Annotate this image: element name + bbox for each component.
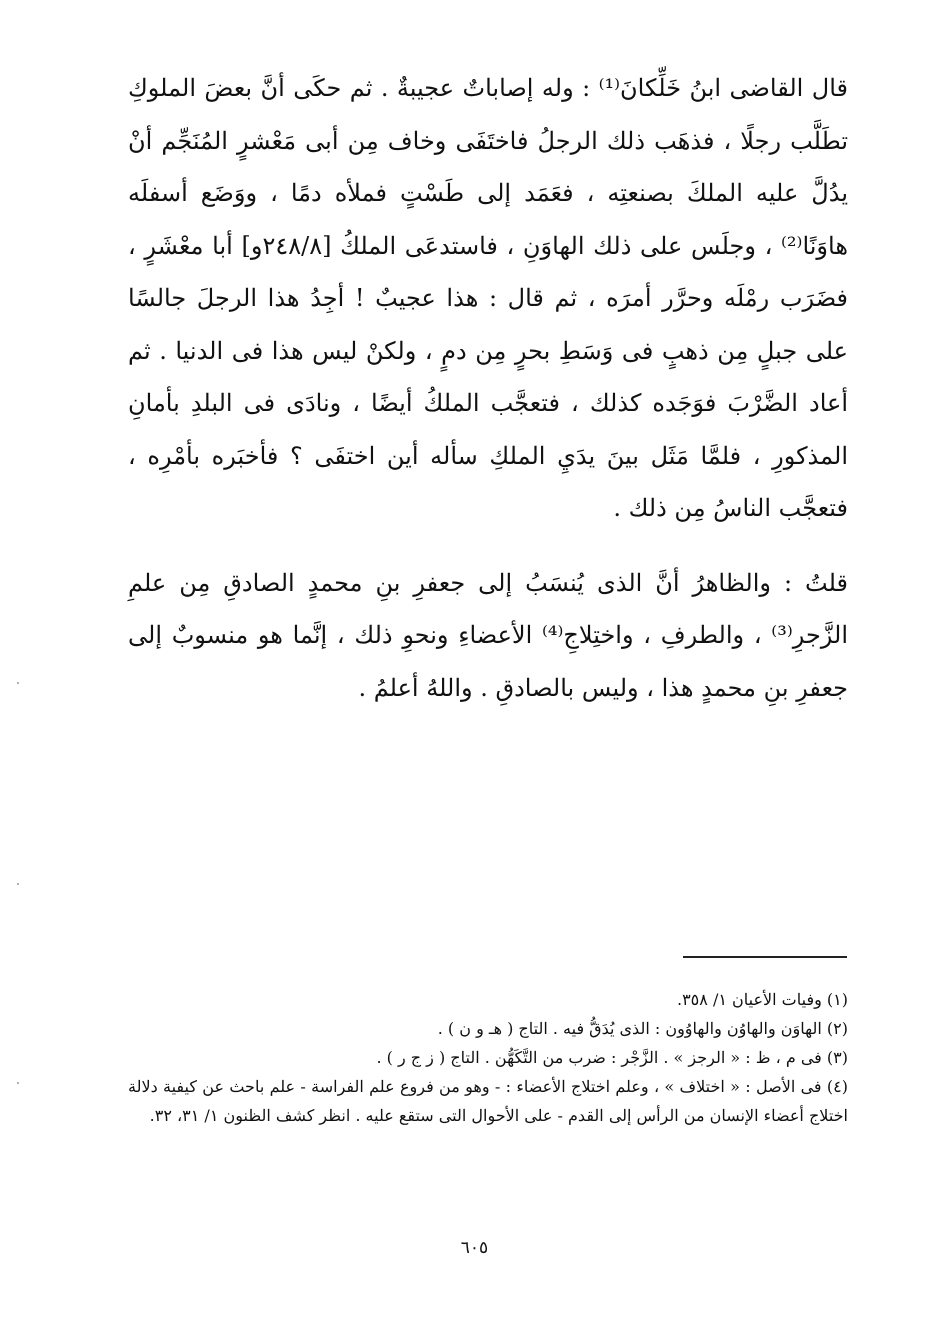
scan-speck bbox=[17, 883, 19, 885]
footnote-2: (٢) الهاوَن والهاوُن والهاوُون : الذى يُدَقُّ فيه . التاج ( هـ و ن ) . bbox=[437, 1019, 848, 1038]
scan-speck bbox=[17, 682, 19, 684]
paragraph-2: قلتُ : والظاهرُ أنَّ الذى يُنسَبُ إلى جعفرِ بنِ محمدٍ الصادقِ مِن علمِ الزَّجرِ⁽³⁾ ، والطرفِ ، واختِلاجِ⁽⁴⁾ الأعضاءِ ونحوِ ذلك ، إنَّما هو منسوبٌ إلى جعفرِ بنِ محمدٍ هذا ، وليس بالصادقِ . واللهُ أعلمُ . bbox=[128, 568, 849, 702]
main-text bbox=[128, 62, 848, 714]
footnote-4: (٤) فى الأصل : « اختلاف » ، وعلم اختلاج الأعضاء : - وهو من فروع علم الفراسة - علم باحث عن كيفية دلالة اختلاج أعضاء الإنسان من الرأس إلى القدم - على الأحوال التى ستقع عليه . انظر كشف الظنون ١/ ٣١، ٣٢. bbox=[128, 1077, 848, 1125]
footnotes bbox=[128, 985, 848, 1130]
footnote-separator bbox=[683, 956, 847, 958]
page-number: ٦٠٥ bbox=[460, 1238, 489, 1258]
footnote-3: (٣) فى م ، ظ : « الرجز » . الزَّجْر : ضرب من التَّكَهُّن . التاج ( ز ج ر ) . bbox=[376, 1048, 848, 1067]
footnote-1: (١) وفيات الأعيان ١/ ٣٥٨. bbox=[676, 990, 848, 1009]
paragraph-1: قال القاضى ابنُ خَلِّكانَ⁽¹⁾ : وله إصاباتٌ عجيبةٌ . ثم حكَى أنَّ بعضَ الملوكِ تطَلَّب رجلًا ، فذهَب ذلك الرجلُ فاختَفَى وخاف مِن أبى مَعْشرٍ المُنَجِّم أنْ يدُلَّ عليه الملكَ بصنعتِه ، فعَمَد إلى طَسْتٍ فملأه دمًا ، ووَضَع أسفلَه هاوَنًا⁽²⁾ ، وجلَس على ذلك الهاوَنِ ، فاستدعَى الملكُ [٢٤٨/٨و] أبا معْشَرٍ ، فضَرَب رمْلَه وحرَّر أمرَه ، ثم قال : هذا عجيبٌ ! أجِدُ هذا الرجلَ جالسًا على جبلٍ مِن ذهبٍ فى وَسَطِ بحرٍ مِن دمٍ ، ولكنْ ليس هذا فى الدنيا . ثم أعاد الضَّرْبَ فوَجَده كذلك ، فتعجَّب الملكُ أيضًا ، ونادَى فى البلدِ بأمانِ المذكورِ ، فلمَّا مَثَل بينَ يدَيِ الملكِ سأله أين اختفَى ؟ فأخبَره بأمْرِه ، فتعجَّب الناسُ مِن ذلك . bbox=[128, 74, 848, 522]
scan-speck bbox=[17, 1082, 19, 1084]
